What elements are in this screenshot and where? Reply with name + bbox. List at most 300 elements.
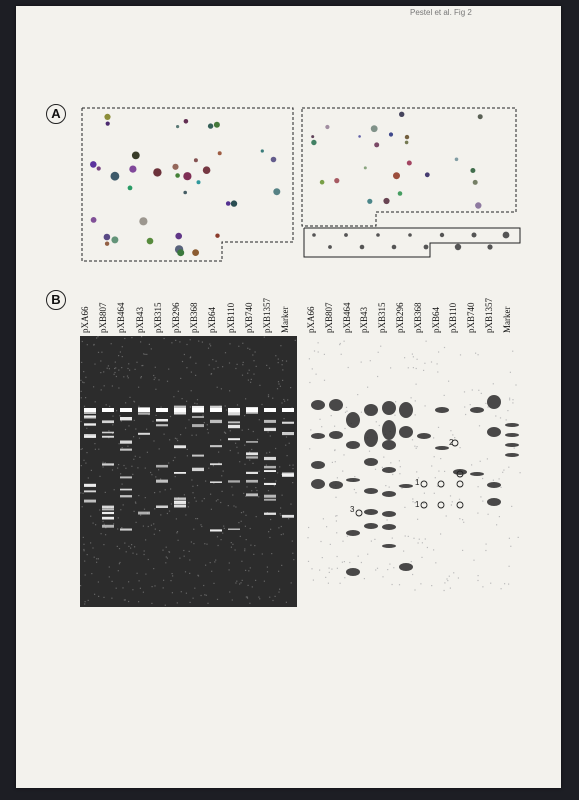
blot-noise [502,472,503,473]
gel-right-lane-label: pXB64 [430,306,441,333]
blot-noise [437,486,438,487]
blot-noise [389,564,390,565]
blot-noise [446,515,447,516]
gel-left-lane-label: Marker [280,306,291,333]
gel-noise [124,338,125,339]
gel-band [282,422,294,424]
blot-noise [336,532,337,533]
blot-dot [392,245,397,250]
gel-noise [143,592,144,593]
blot-noise [462,550,463,551]
blot-noise [465,414,466,415]
gel-noise [136,554,137,555]
gel-noise [232,544,233,545]
autorad-band [399,402,413,418]
blot-noise [512,402,513,403]
gel-noise [177,440,178,441]
blot-noise [438,471,439,472]
gel-noise [121,367,122,368]
gel-noise [159,448,160,449]
blot-dot [175,173,180,178]
gel-noise [81,465,82,466]
gel-noise [179,341,180,342]
blot-noise [412,354,413,355]
gel-band [174,408,186,412]
gel-noise [221,388,222,389]
blot-noise [478,486,479,487]
blot-noise [361,562,362,563]
blot-noise [509,566,510,567]
gel-right-lane-label: pXB315 [377,302,388,333]
gel-noise [231,542,232,543]
gel-noise [224,432,225,433]
gel-noise [190,357,191,358]
gel-noise [198,341,199,342]
blot-noise [493,383,494,384]
gel-noise [91,573,92,574]
band-mark-3: 3 [350,505,355,514]
blot-dot [389,132,393,136]
gel-noise [244,464,245,465]
blot-dot [90,161,97,168]
blot-dot [358,135,361,138]
blot-dot [175,233,182,240]
gel-noise [235,582,236,583]
gel-band [174,498,186,500]
blot-dot [203,166,211,174]
gel-band [84,423,96,425]
gel-noise [135,456,136,457]
blot-dot [475,202,481,208]
gel-noise [209,364,210,365]
blot-dot [183,172,191,180]
blot-dot [440,233,444,237]
gel-band [246,472,258,474]
blot-noise [314,350,315,351]
autorad-band [329,481,343,489]
gel-noise [153,375,154,376]
gel-noise [268,531,269,532]
gel-noise [124,543,125,544]
gel-noise [131,337,132,338]
gel-band [138,412,150,414]
gel-noise [205,565,206,566]
gel-noise [140,588,141,589]
gel-left-lane-label: pXB807 [98,302,109,333]
gel-noise [122,484,123,485]
gel-noise [122,587,123,588]
gel-noise [114,368,115,369]
gel-right-lane-label: pXB1357 [484,297,494,333]
gel-noise [278,381,279,382]
gel-noise [244,550,245,551]
blot-noise [485,550,486,551]
gel-band [102,420,114,423]
gel-band [84,500,96,503]
blot-dot [312,233,316,237]
blot-noise [320,541,321,542]
gel-left-lane-label: pXB368 [189,302,200,333]
gel-noise [145,497,146,498]
autorad-band [487,395,501,409]
blot-noise [423,370,424,371]
gel-noise [285,445,286,446]
gel-noise [117,546,118,547]
gel-noise [252,463,253,464]
gel-band [102,432,114,434]
gel-noise [165,489,166,490]
autorad-band [505,453,519,457]
gel-noise [197,399,198,400]
blot-noise [512,351,513,352]
gel-noise [139,438,140,439]
autorad-band [329,399,343,411]
gel-noise [154,534,155,535]
blot-dot [405,141,409,145]
gel-noise [104,524,105,525]
gel-band [192,468,204,471]
gel-noise [128,601,129,602]
blot-dot [405,135,409,139]
gel-noise [99,476,100,477]
highlight-box [304,228,520,257]
gel-noise [101,352,102,353]
gel-noise [220,502,221,503]
blot-dot [367,199,372,204]
gel-noise [185,427,186,428]
gel-band [282,432,294,435]
blot-noise [433,437,434,438]
gel-noise [182,361,183,362]
blot-dot [91,217,97,223]
gel-noise [107,368,108,369]
blot-noise [346,411,347,412]
autorad-band [382,401,396,415]
blot-noise [348,367,349,368]
gel-noise [103,544,104,545]
gel-noise [98,558,99,559]
gel-noise [98,596,99,597]
gel-band [264,495,276,498]
gel-noise [109,566,110,567]
blot-noise [444,347,445,348]
gel-noise [289,443,290,444]
gel-noise [281,402,282,403]
blot-noise [403,551,404,552]
gel-noise [192,486,193,487]
gel-noise [240,582,241,583]
gel-noise [281,534,282,535]
blot-noise [310,429,311,430]
gel-noise [94,364,95,365]
gel-noise [125,468,126,469]
gel-noise [222,366,223,367]
gel-noise [243,493,244,494]
blot-noise [425,405,426,406]
gel-noise [251,379,252,380]
gel-noise [191,372,192,373]
gel-noise [266,465,267,466]
gel-noise [190,339,191,340]
gel-noise [236,447,237,448]
gel-noise [159,491,160,492]
gel-left-lane-label: pXB296 [171,302,181,333]
gel-left-lane-label: pXB464 [116,302,127,333]
gel-noise [176,518,177,519]
gel-noise [238,452,239,453]
gel-band [210,406,222,408]
gel-band [120,408,132,412]
blot-noise [349,562,350,563]
gel-noise [186,593,187,594]
gel-noise [204,594,205,595]
gel-noise [284,418,285,419]
blot-noise [390,367,391,368]
gel-noise [87,344,88,345]
gel-noise [85,397,86,398]
gel-noise [155,377,156,378]
gel-noise [204,498,205,499]
gel-noise [248,429,249,430]
gel-noise [207,424,208,425]
gel-noise [194,588,195,589]
blot-noise [463,522,464,523]
gel-noise [188,419,189,420]
gel-noise [182,398,183,399]
gel-noise [278,383,279,384]
blot-noise [446,578,447,579]
gel-noise [133,436,134,437]
gel-noise [270,519,271,520]
blot-noise [487,458,488,459]
blot-noise [458,577,459,578]
gel-noise [128,363,129,364]
blot-noise [311,568,312,569]
band-mark-1b: 1 [415,500,420,509]
gel-noise [148,526,149,527]
gel-noise [172,575,173,576]
gel-noise [114,374,115,375]
gel-noise [280,515,281,516]
blot-noise [416,471,417,472]
blot-noise [490,583,491,584]
gel-noise [224,528,225,529]
blot-noise [499,516,500,517]
autorad-band [311,479,325,489]
blot-noise [346,407,347,408]
blot-noise [435,562,436,563]
blot-noise [367,387,368,388]
autorad-band [382,544,396,548]
blot-noise [316,374,317,375]
gel-noise [84,406,85,407]
blot-noise [415,400,416,401]
gel-noise [232,494,233,495]
blot-dot [129,166,136,173]
gel-band [120,417,132,420]
gel-noise [175,438,176,439]
gel-noise [135,369,136,370]
gel-noise [98,581,99,582]
gel-noise [80,492,81,493]
gel-noise [118,370,119,371]
gel-noise [221,475,222,476]
blot-noise [416,448,417,449]
gel-noise [154,585,155,586]
blot-noise [423,503,424,504]
gel-noise [210,562,211,563]
gel-band [264,483,276,485]
gel-noise [203,585,204,586]
blot-noise [399,473,400,474]
gel-band [264,499,276,501]
autorad-band [382,511,396,517]
gel-noise [178,540,179,541]
gel-noise [112,424,113,425]
gel-band [120,495,132,497]
gel-noise [132,589,133,590]
gel-band [210,445,222,447]
gel-noise [195,375,196,376]
gel-noise [268,431,269,432]
blot-noise [331,415,332,416]
blot-noise [323,518,324,519]
blot-noise [337,556,338,557]
gel-noise [248,380,249,381]
blot-dot [376,233,380,237]
gel-noise [140,515,141,516]
blot-noise [480,496,481,497]
gel-noise [128,546,129,547]
blot-noise [417,446,418,447]
gel-noise [144,509,145,510]
gel-noise [241,561,242,562]
gel-noise [153,440,154,441]
gel-noise [145,354,146,355]
gel-band [264,408,276,412]
blot-noise [480,461,481,462]
gel-noise [292,541,293,542]
gel-noise [292,553,293,554]
blot-dot [153,168,161,176]
gel-noise [80,421,81,422]
blot-noise [339,344,340,345]
gel-band [246,408,258,412]
gel-noise [253,374,254,375]
blot-dot [334,178,339,183]
blot-noise [450,588,451,589]
gel-noise [117,528,118,529]
blot-noise [377,376,378,377]
gel-noise [278,362,279,363]
blot-noise [313,580,314,581]
blot-noise [450,430,451,431]
gel-noise [228,505,229,506]
blot-noise [414,589,415,590]
autorad-band [346,568,360,576]
gel-noise [161,407,162,408]
blot-noise [324,380,325,381]
gel-noise [277,388,278,389]
gel-noise [226,409,227,410]
gel-noise [223,471,224,472]
gel-noise [239,583,240,584]
blot-dot [104,234,111,241]
blot-noise [387,519,388,520]
blot-noise [375,569,376,570]
gel-noise [80,585,81,586]
gel-noise [152,421,153,422]
gel-noise [292,482,293,483]
blot-noise [426,341,427,342]
gel-band [156,480,168,483]
gel-noise [127,368,128,369]
gel-noise [119,548,120,549]
autorad-band [382,467,396,473]
blot-dot [311,135,314,138]
blot-noise [503,470,504,471]
blot-noise [413,356,414,357]
gel-noise [286,361,287,362]
blot-noise [319,570,320,571]
gel-noise [159,530,160,531]
blot-noise [405,535,406,536]
blot-noise [487,407,488,408]
gel-band [102,436,114,438]
gel-noise [145,574,146,575]
gel-noise [94,443,95,444]
blot-noise [358,556,359,557]
blot-noise [343,454,344,455]
blot-noise [319,419,320,420]
blot-noise [416,368,417,369]
gel-noise [191,541,192,542]
gel-noise [146,429,147,430]
blot-dot [105,242,109,246]
blot-noise [482,478,483,479]
gel-noise [250,528,251,529]
gel-left-lane-label: pXB740 [243,302,254,333]
gel-noise [116,376,117,377]
gel-noise [193,598,194,599]
gel-noise [283,533,284,534]
gel-noise [140,377,141,378]
blot-noise [417,519,418,520]
gel-right-lane-label: pXB368 [412,302,423,333]
blot-noise [318,351,319,352]
gel-band [174,505,186,508]
blot-noise [332,462,333,463]
blot-noise [382,576,383,577]
gel-noise [250,382,251,383]
blot-noise [478,354,479,355]
blot-noise [444,590,445,591]
gel-noise [134,401,135,402]
gel-noise [246,539,247,540]
blot-noise [473,560,474,561]
gel-noise [262,553,263,554]
gel-noise [109,368,110,369]
gel-noise [213,368,214,369]
autorad-band [311,461,325,469]
blot-dot [261,149,264,152]
blot-dot [328,245,332,249]
blot-dot [215,234,219,238]
gel-noise [247,598,248,599]
blot-noise [479,425,480,426]
gel-noise [201,526,202,527]
gel-noise [221,539,222,540]
